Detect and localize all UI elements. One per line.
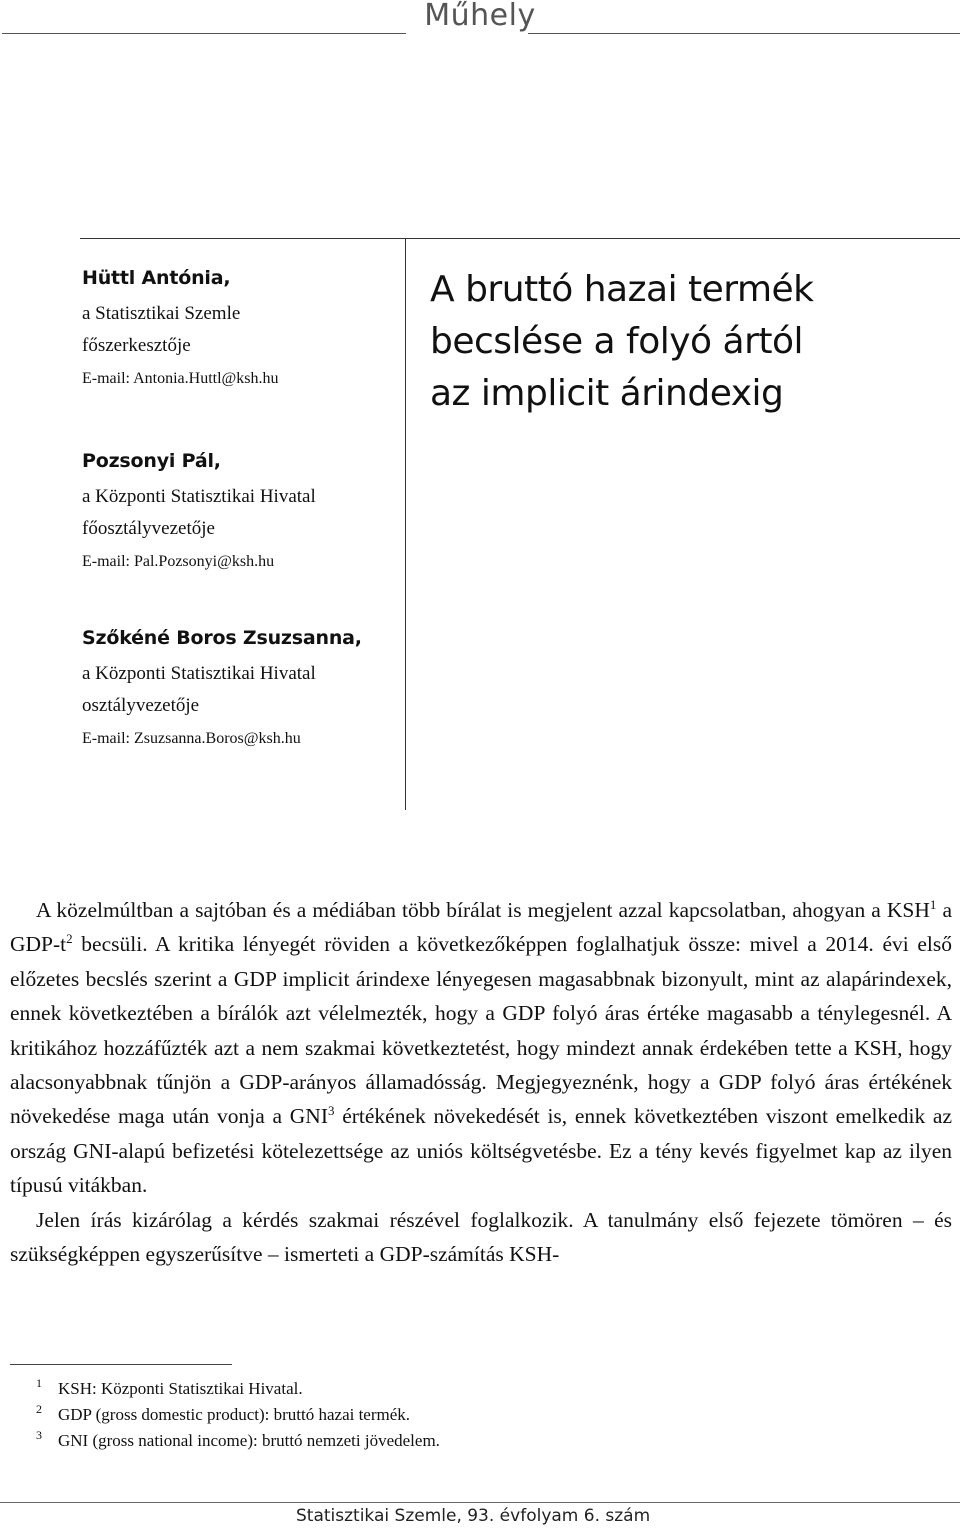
article-title-line: becslése a folyó ártól xyxy=(430,321,804,362)
footnote xyxy=(36,1402,936,1428)
author-role: osztályvezetője xyxy=(82,695,200,716)
section-header xyxy=(0,0,960,40)
text-span: értékének növekedését is, ennek következtében viszont emelkedik az ország GNI-alapú befizetési kötelezettsége az uniós költségvetésbe. Ez a tény kevés figyelmet kap az ilyen típusú vitákban. xyxy=(10,1104,952,1198)
body-paragraph xyxy=(10,893,952,1203)
author-role: főosztályvezetője xyxy=(82,518,215,539)
footnote-text: GDP (gross domestic product): bruttó hazai termék. xyxy=(58,1405,411,1424)
author-email[interactable]: E-mail: Pal.Pozsonyi@ksh.hu xyxy=(82,553,275,570)
footnote-ref[interactable]: 3 xyxy=(327,1103,335,1119)
column-divider xyxy=(405,238,406,810)
footnote-number: 2 xyxy=(36,1402,42,1416)
footnote-text: KSH: Központi Statisztikai Hivatal. xyxy=(58,1379,303,1398)
footnote-number: 3 xyxy=(36,1428,42,1442)
author-role: a Központi Statisztikai Hivatal xyxy=(82,486,316,507)
author-name: Hüttl Antónia, xyxy=(82,267,231,289)
author-name: Pozsonyi Pál, xyxy=(82,450,221,472)
title-frame-top-rule xyxy=(80,238,960,239)
author-name: Szőkéné Boros Zsuzsanna, xyxy=(82,627,362,649)
journal-footer: Statisztikai Szemle, 93. évfolyam 6. szám xyxy=(296,1506,651,1526)
author-email[interactable]: E-mail: Antonia.Huttl@ksh.hu xyxy=(82,370,279,387)
author-block xyxy=(82,266,402,390)
section-title: Műhely xyxy=(424,0,536,33)
body-text xyxy=(10,893,952,1271)
article-title-line: az implicit árindexig xyxy=(430,373,784,414)
footnote-rule xyxy=(10,1364,232,1365)
author-block xyxy=(82,626,402,750)
author-role: a Statisztikai Szemle xyxy=(82,303,241,324)
footnote-text: GNI (gross national income): bruttó nemzeti jövedelem. xyxy=(58,1431,440,1450)
text-span: becsüli. A kritika lényegét röviden a következőképpen foglalhatjuk össze: mivel a 2014. évi első előzetes becslés szerint a GDP implicit árindexe lényegesen magasabbnak bizonyult, mint az alapárindexek, ennek következtében a bírálók azt vélelmezték, hogy a GDP folyó áras értéke magasabb a ténylegesnél. A kritikához hozzáfűzték azt a nem szakmai következtetést, hogy mindezt annak érdekében tette a KSH, hogy alacsonyabbnak tűnjön a GDP-arányos államadósság. Megjegyeznénk, hogy a GDP folyó áras értékének növekedése maga után vonja a GNI xyxy=(10,932,952,1129)
footnote-ref[interactable]: 1 xyxy=(929,896,937,912)
footer-rule xyxy=(0,1502,960,1503)
footnotes xyxy=(36,1376,936,1454)
footnote xyxy=(36,1428,936,1454)
body-paragraph: Jelen írás kizárólag a kérdés szakmai részével foglalkozik. A tanulmány első fejezete tömören – és szükségképpen egyszerűsítve – ismerteti a GDP-számítás KSH- xyxy=(10,1207,952,1267)
header-rule-left xyxy=(2,33,406,34)
author-role: főszerkesztője xyxy=(82,335,191,356)
article-title-line: A bruttó hazai termék xyxy=(430,269,814,310)
article-title xyxy=(430,264,940,420)
text-span: A közelmúltban a sajtóban és a médiában több bírálat is megjelent azzal kapcsolatban, ahogyan a KSH xyxy=(36,898,930,922)
author-block xyxy=(82,449,402,573)
author-role: a Központi Statisztikai Hivatal xyxy=(82,663,316,684)
text-span: a GDP-t xyxy=(10,898,952,957)
header-rule-right xyxy=(528,33,960,34)
footnote-number: 1 xyxy=(36,1376,42,1390)
footnote xyxy=(36,1376,936,1402)
footnote-ref[interactable]: 2 xyxy=(66,931,73,947)
author-email[interactable]: E-mail: Zsuzsanna.Boros@ksh.hu xyxy=(82,730,301,747)
